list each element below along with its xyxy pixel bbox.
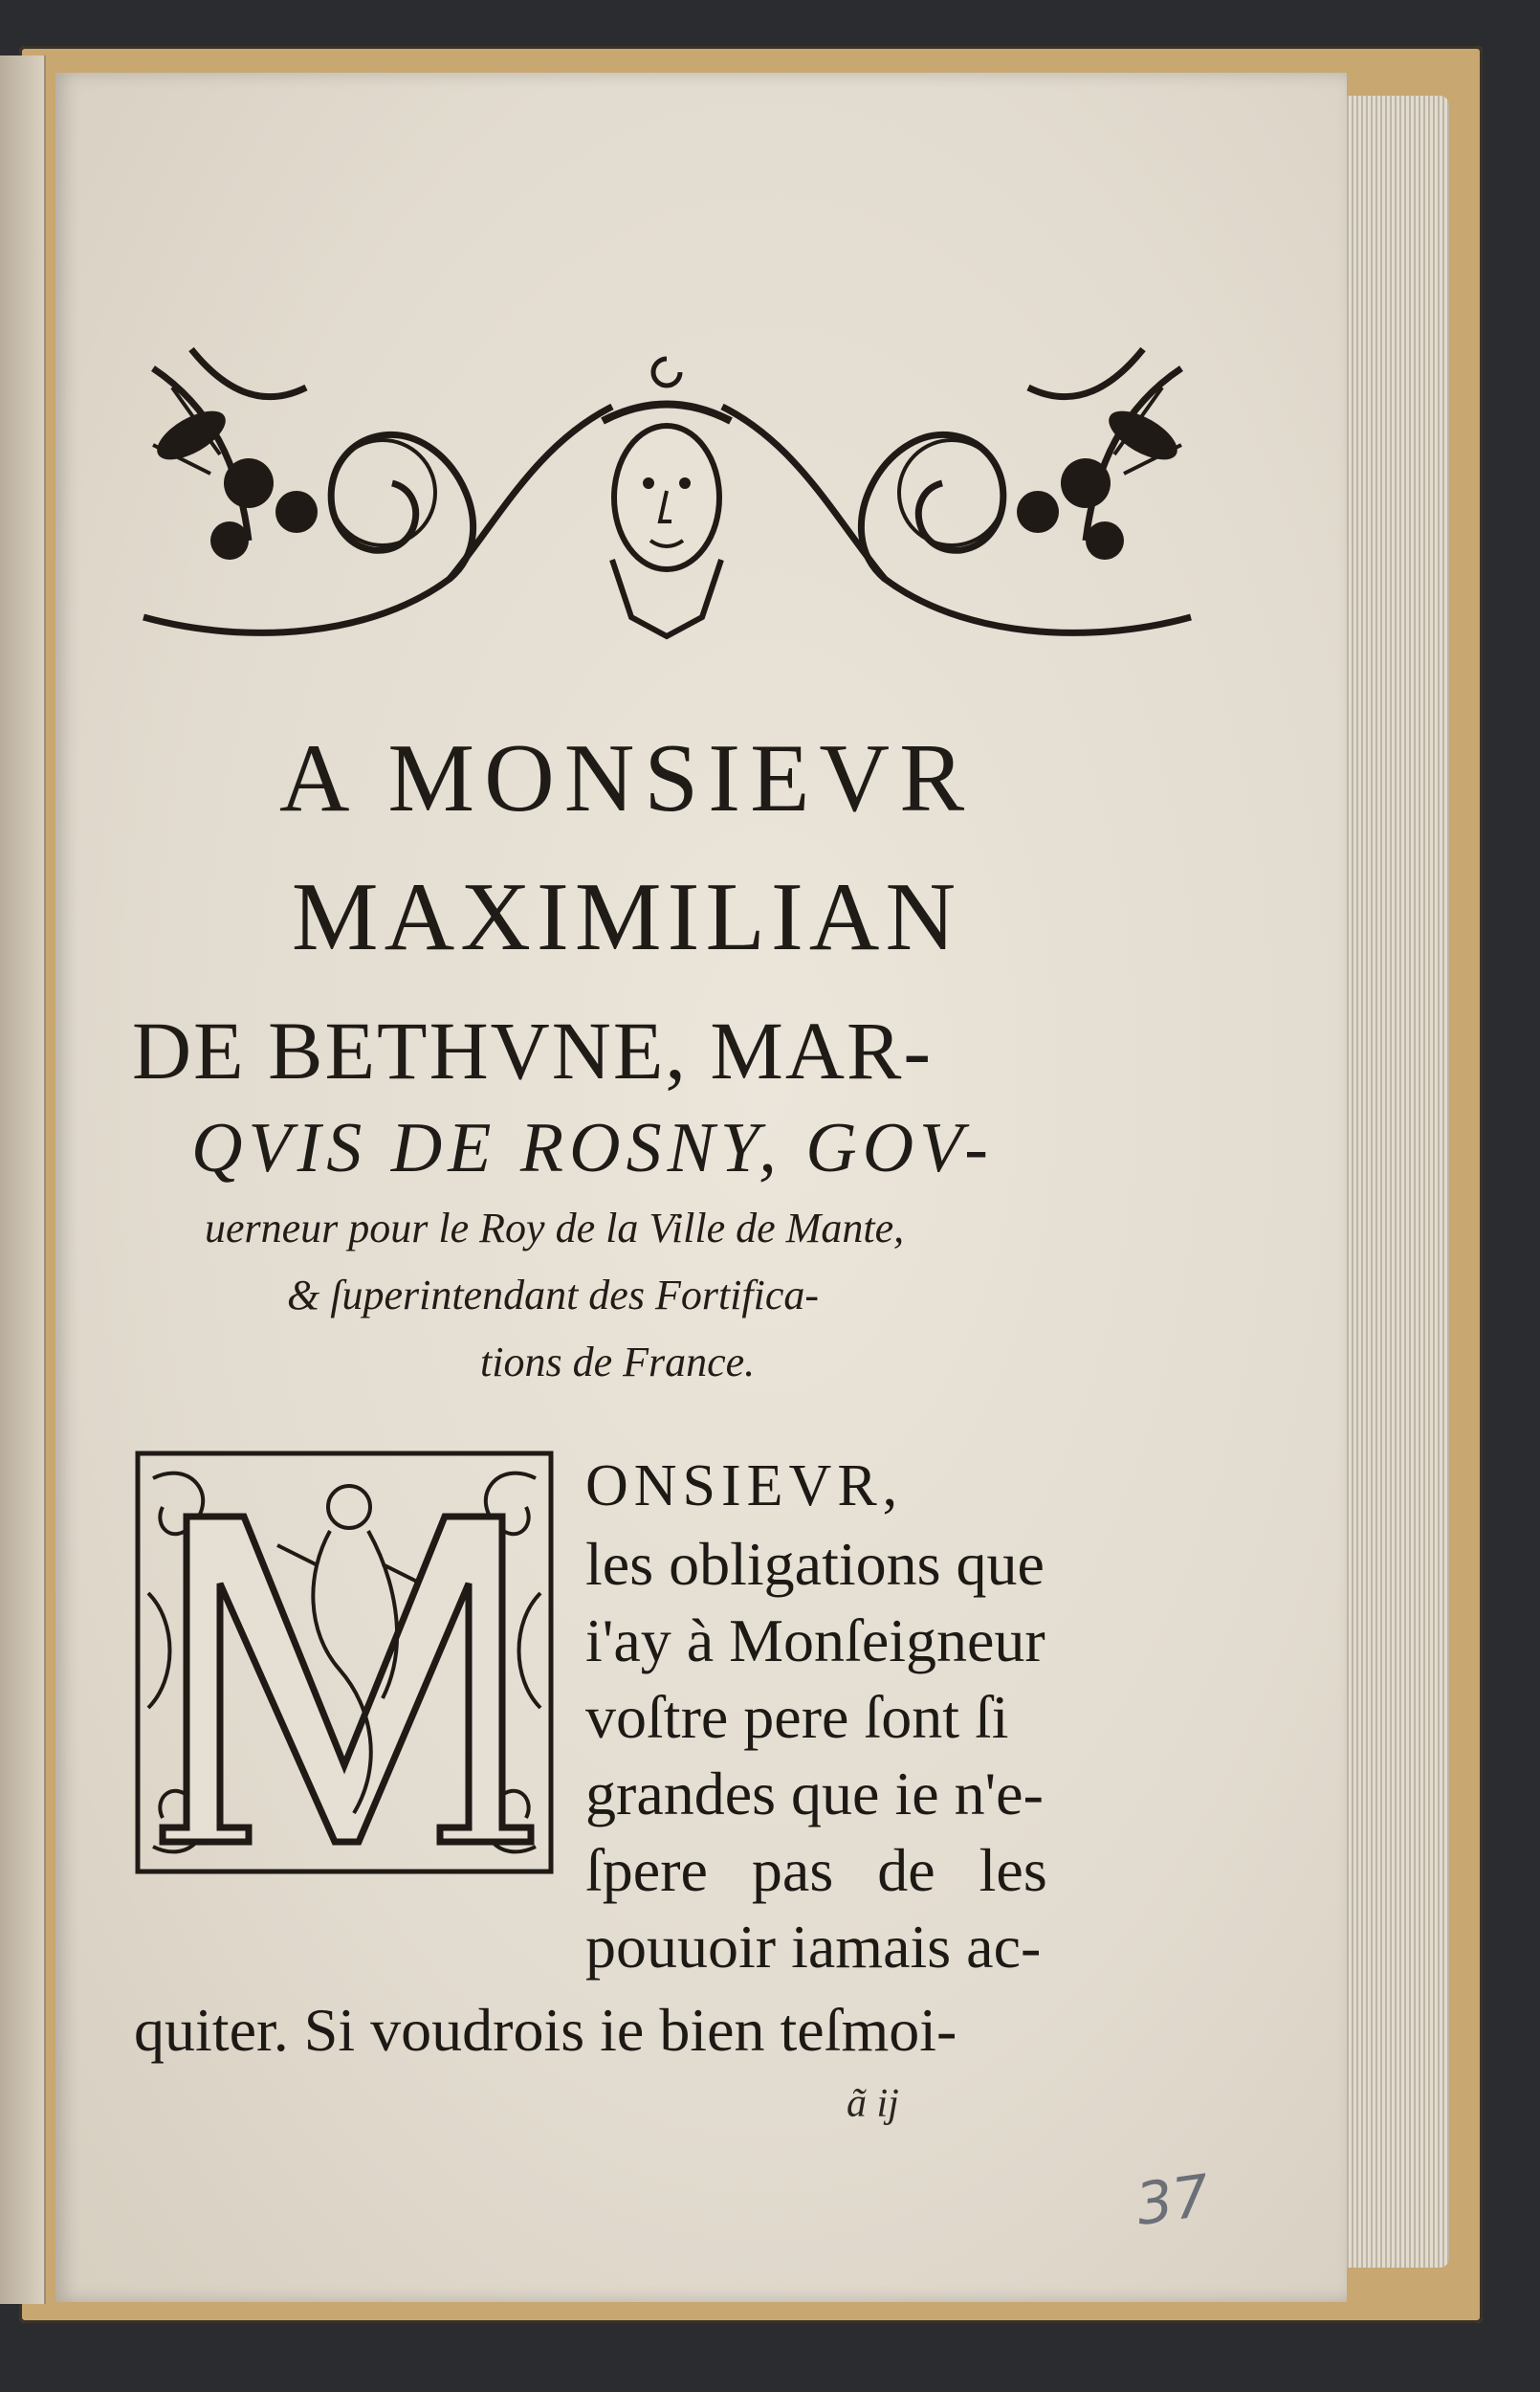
catchword: ã ij (847, 2082, 899, 2126)
body-line-2: les obligations que (585, 1530, 1045, 1598)
body-line-8: quiter. Si voudrois ie bien teſmoi- (134, 1996, 957, 2064)
title-line-2: MAXIMILIAN (291, 863, 962, 971)
subtitle-line-3: tions de France. (480, 1339, 756, 1385)
subtitle-line-2: & ſuperintendant des Fortifica- (287, 1272, 820, 1318)
body-line-1: ONSIEVR, (585, 1453, 904, 1518)
body-line-3: i'ay à Monſeigneur (585, 1606, 1045, 1674)
decorated-initial-m (134, 1450, 555, 1875)
folio-pencil-mark: 37 (1132, 2162, 1214, 2239)
body-line-6: ſpere pas de les (585, 1836, 1047, 1904)
facing-page-edge (0, 55, 46, 2304)
body-line-7: pouuoir iamais ac- (585, 1913, 1042, 1981)
title-line-1: A MONSIEVR (278, 724, 975, 832)
subtitle-line-1: uerneur pour le Roy de la Ville de Mante, (205, 1205, 905, 1251)
headpiece-ornament (134, 330, 1200, 660)
page-edges (1334, 96, 1449, 2268)
body-line-4: voſtre pere ſont ſi (585, 1683, 1009, 1751)
title-line-3: DE BETHVNE, MAR- (132, 1005, 933, 1096)
body-line-5: grandes que ie n'e- (585, 1760, 1044, 1827)
title-line-4: QVIS DE ROSNY, GOV- (191, 1109, 994, 1187)
